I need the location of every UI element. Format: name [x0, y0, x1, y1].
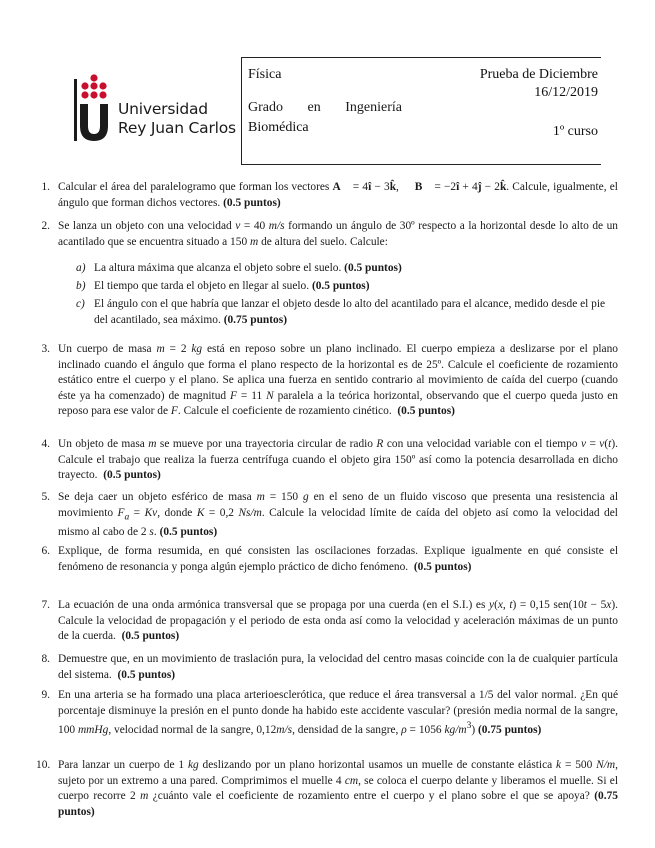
question-number: 1. [41, 181, 50, 193]
university-name-line2: Rey Juan Carlos [118, 119, 236, 137]
question-3 [36, 342, 618, 420]
university-name-line1: Universidad [118, 100, 208, 118]
subquestion-label: c) [76, 298, 85, 310]
question-text: Un cuerpo de masa m = 2 kg está en reposo sobre un plano inclinado. El cuerpo empieza a deslizarse por el plano inclinado cuando el ángulo que forma el plano respecto de la horizontal es de 25º. Calcule el coeficiente de rozamiento estático entre el cuerpo y el plano. Se aplica una fuerza en sentido contrario al movimiento de caída del cuerpo (cuando éste ya ha comenzado) de magnitud F = 11 N paralela a la teórica horizontal, observando que el cuerpo queda justo en reposo para ese valor de F. Calcule el coeficiente de rozamiento cinético. (0.5 puntos) [58, 343, 619, 417]
question-number: 2. [41, 220, 50, 232]
question-number: 3. [41, 343, 50, 355]
header-rule-bottom [241, 164, 601, 165]
question-2 [36, 219, 618, 250]
degree-line2: Biomédica [248, 120, 309, 135]
degree-word: Ingeniería [345, 100, 402, 115]
question-text: La ecuación de una onda armónica transversal que se propaga por una cuerda (en el S.I.) es y(x, t) = 0,15 sen(10t − 5x). Calcule la velocidad de propagación y el periodo de esta onda así como la velocidad y aceleración máximas de un punto de la cuerda. (0.5 puntos) [58, 599, 618, 642]
question-number: 4. [41, 438, 50, 450]
question-text: En una arteria se ha formado una placa arterioesclerótica, que reduce el área transversal a 1/5 del valor normal. ¿En qué porcentaje disminuye la presión en el punto donde ha habido este accidente vascular? (presión media normal de la sangre, 100 mmHg, velocidad normal de la sangre, 0,12m/s, densidad de la sangre, ρ = 1056 $kg/m^3$) (0.75 puntos) [58, 689, 618, 736]
question-text: Se deja caer un objeto esférico de masa m = 150 g en el seno de un fluido viscoso que presenta una resistencia al movimiento $F_a = Kv$, donde K = 0,2 Ns/m. Calcule la velocidad límite de caída del objeto así como la velocidad del mismo al cabo de 2 s. (0.5 puntos) [58, 491, 618, 539]
subquestion-label: a) [76, 262, 86, 274]
question-number: 5. [41, 491, 50, 503]
university-logo [74, 74, 244, 144]
question-4 [36, 437, 618, 484]
question-9 [36, 688, 618, 738]
question-number: 9. [41, 689, 50, 701]
subject-label: Física [248, 67, 282, 82]
question-text: Para lanzar un cuerpo de 1 kg deslizando por un plano horizontal usamos un muelle de constante elástica k = 500 N/m, sujeto por un extremo a una pared. Comprimimos el muelle 4 cm, se coloca el cuerpo delante y liberamos el muelle. Si el cuerpo recorre 2 m ¿cuánto vale el coeficiente de rozamiento entre el cuerpo y el plano sobre el que se apoya? (0.75 puntos) [58, 759, 618, 818]
subquestion-text: El tiempo que tarda el objeto en llegar al suelo. (0.5 puntos) [94, 280, 370, 292]
urjc-emblem-icon [74, 74, 114, 144]
question-number: 10. [36, 759, 51, 771]
question-1 [36, 180, 618, 211]
question-text: Explique, de forma resumida, en qué consisten las oscilaciones forzadas. Explique igualmente en qué consiste el fenómeno de resonancia y ponga algún ejemplo práctico de dicho fenómeno. (0.5 puntos) [58, 545, 618, 573]
question-7 [36, 598, 618, 645]
question-6 [36, 544, 618, 575]
exam-date: 16/12/2019 [534, 85, 598, 100]
subquestion-c [76, 297, 618, 328]
subquestion-label: b) [76, 280, 86, 292]
question-number: 8. [41, 653, 50, 665]
question-text: Calcular el área del paralelogramo que forman los vectores A⃗ = 4î − 3k̂, B⃗ = −2î + 4ĵ − 2k̂. Calcule, igualmente, el ángulo que forman dichos vectores. (0.5 puntos) [58, 181, 618, 209]
question-8 [36, 652, 618, 683]
subquestion-b [76, 279, 618, 295]
header-rule-top [241, 57, 601, 58]
question-5 [36, 490, 618, 541]
subquestion-a [76, 261, 618, 277]
course-label: 1º curso [552, 124, 598, 139]
degree-word: en [307, 100, 321, 115]
header-divider [241, 57, 242, 165]
question-number: 7. [41, 599, 50, 611]
question-text: Demuestre que, en un movimiento de traslación pura, la velocidad del centro masas coincide con la de cualquier partícula del sistema. (0.5 puntos) [58, 653, 618, 681]
question-10 [36, 758, 618, 820]
question-text: Un objeto de masa m se mueve por una trayectoria circular de radio R con una velocidad variable con el tiempo v = v(t). Calcule el trabajo que realiza la fuerza centrífuga cuando el objeto gira 150º así como la potencia desarrollada en dicho trayecto. (0.5 puntos) [58, 438, 618, 481]
question-text: Se lanza un objeto con una velocidad v = 40 m/s formando un ángulo de 30º respecto a la horizontal desde lo alto de un acantilado que se encuentra situado a 150 m de altura del suelo. Calcule: [58, 220, 618, 248]
question-number: 6. [41, 545, 50, 557]
subquestion-text: La altura máxima que alcanza el objeto sobre el suelo. (0.5 puntos) [94, 262, 402, 274]
degree-line1 [248, 100, 402, 116]
degree-word: Grado [248, 100, 283, 115]
university-name [118, 100, 236, 138]
subquestion-text: El ángulo con el que habría que lanzar el objeto desde lo alto del acantilado para el alcance, medido desde el pie del acantilado, sea máximo. (0.75 puntos) [94, 298, 606, 326]
exam-header [0, 0, 655, 175]
exam-title: Prueba de Diciembre [479, 67, 598, 82]
